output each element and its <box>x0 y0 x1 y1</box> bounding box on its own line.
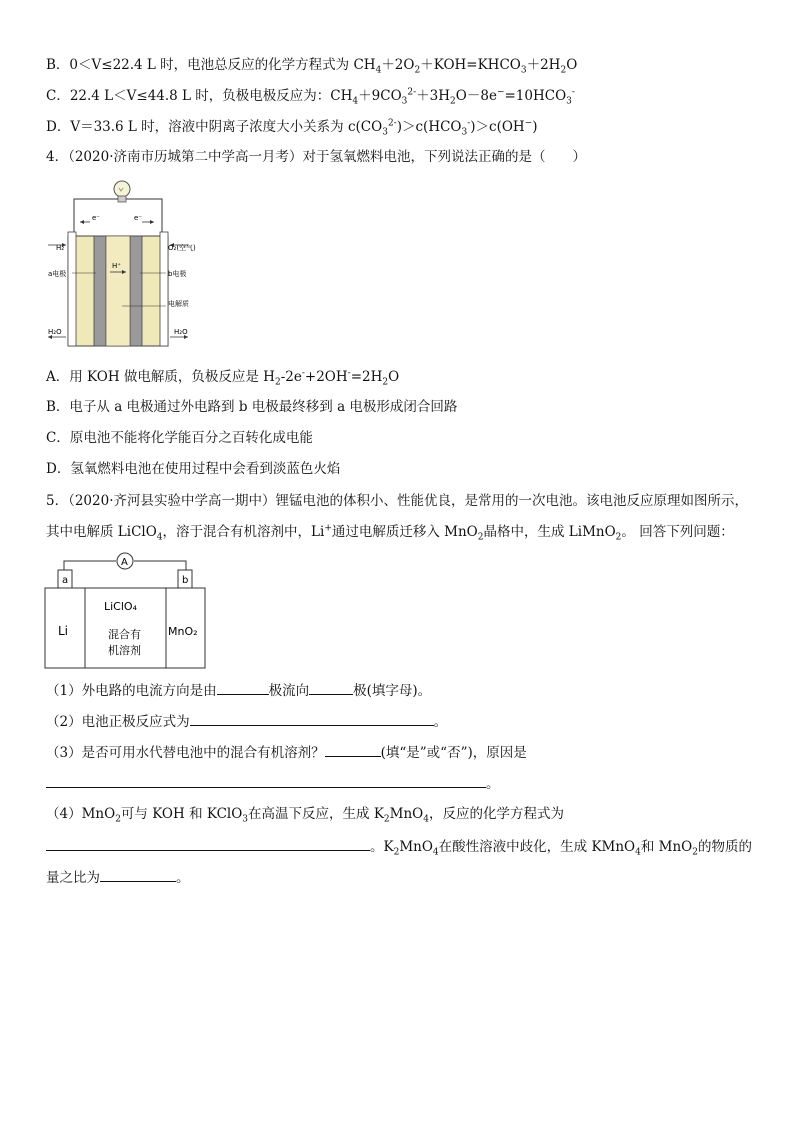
q3-option-d: D．V＝33.6 L 时，溶液中阴离子浓度大小关系为 $c(CO_3^{2-})>c(HCO_3^-)>c(OH^-)$ <box>46 118 538 138</box>
h2o-outlet-left: H₂O <box>48 328 62 336</box>
answer-blank-4b[interactable] <box>100 867 176 882</box>
q5-part4-continued: 。$K_2MnO_4$在酸性溶液中歧化，生成 KMnO$_4$和 MnO$_2$的物质的 <box>46 836 752 856</box>
q5-part3-continued: 。 <box>46 773 500 793</box>
q4-option-d: D．氢氧燃料电池在使用过程中会看到淡蓝色火焰 <box>46 461 341 477</box>
q4-option-c: C．原电池不能将化学能百分之百转化成电能 <box>46 430 313 446</box>
q5-stem-line2: 其中电解质 LiClO$_4$，溶于混合有机溶剂中，Li+通过电解质迁移入 MnO$_2$晶格中，生成 LiMnO$_2$。 回答下列问题： <box>46 523 734 543</box>
electron-label-right: e⁻ <box>134 214 143 222</box>
q5-part2: （2）电池正极反应式为 。 <box>46 711 447 731</box>
li-electrode-label: Li <box>58 624 69 638</box>
q3-option-b: B．0＜V≤22.4 L 时，电池总反应的化学方程式为 $CH_4+2O_2+KOH=KHCO_3+2H_2O$ <box>46 57 578 76</box>
ammeter-icon <box>117 553 133 569</box>
q5-part3: （3）是否可用水代替电池中的混合有机溶剂？ (填“是”或“否”)，原因是 <box>46 742 527 762</box>
solvent-label-2: 机溶剂 <box>108 644 141 657</box>
q4-option-b: B．电子从 a 电极通过外电路到 b 电极最终移到 a 电极形成闭合回路 <box>46 399 458 415</box>
liclo4-label: LiClO₄ <box>104 600 137 613</box>
q4-stem: 4．（2020·济南市历城第二中学高一月考）对于氢氧燃料电池，下列说法正确的是（ ） <box>46 149 586 165</box>
a-electrode-label: a电极 <box>48 270 67 278</box>
answer-blank-2[interactable] <box>190 711 434 726</box>
mno2-electrode-label: MnO₂ <box>168 625 198 638</box>
electrolyte-label: 电解质 <box>168 300 189 308</box>
answer-blank-1b[interactable] <box>309 680 353 695</box>
answer-blank-1a[interactable] <box>217 680 269 695</box>
o2-inlet-label: O₂(空气) <box>168 244 196 252</box>
terminal-a-label: a <box>62 575 69 586</box>
lithium-battery-diagram <box>44 550 210 670</box>
q5-part1: （1）外电路的电流方向是由 极流向 极(填字母)。 <box>46 680 431 700</box>
h2o-outlet-right: H₂O <box>174 328 188 336</box>
electron-label-left: e⁻ <box>92 214 101 222</box>
q5-stem-line1: 5．（2020·齐河县实验中学高一期中）锂锰电池的体积小、性能优良，是常用的一次电池。该电池反应原理如图所示， <box>46 493 748 509</box>
fuel-cell-diagram <box>46 176 206 356</box>
b-electrode-label: b电极 <box>168 270 187 278</box>
q3-option-c: C．22.4 L＜V≤44.8 L 时，负极电极反应为：$CH_4+9CO_3^{2-}+3H_2O-8e^-=10HCO_3^-$ <box>46 87 575 107</box>
h-plus-label: H⁺ <box>112 262 121 270</box>
answer-blank-4a[interactable] <box>46 836 370 851</box>
terminal-b-label: b <box>182 575 189 586</box>
h2-inlet-label: H₂ <box>56 244 65 252</box>
q5-part4: （4）MnO$_2$可与 KOH 和 KClO$_3$在高温下反应，生成 $K_2MnO_4$，反应的化学方程式为 <box>46 806 564 825</box>
q4-option-a: A．用 KOH 做电解质，负极反应是 $H_2-2e^-+2OH^-=2H_2O$ <box>46 368 400 388</box>
q5-part4-ratio: 量之比为 。 <box>46 867 190 887</box>
answer-blank-3a[interactable] <box>325 742 381 757</box>
answer-blank-3b[interactable] <box>46 773 486 788</box>
solvent-label-1: 混合有 <box>108 628 141 641</box>
ammeter-label: A <box>121 557 128 568</box>
